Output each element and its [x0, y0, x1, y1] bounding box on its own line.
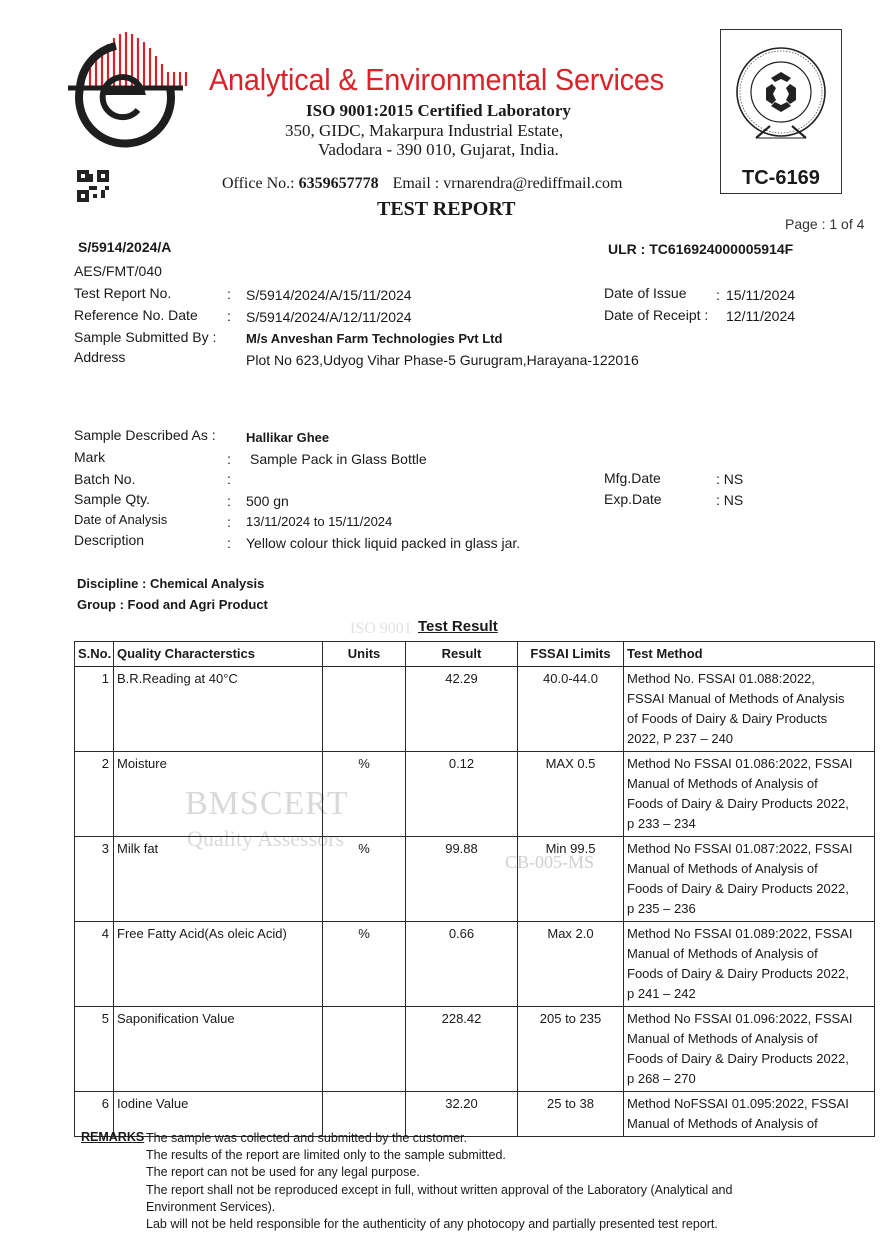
table-title: Test Result: [418, 618, 498, 635]
method-cell: [624, 922, 875, 1007]
mfg-date-label: Mfg.Date: [604, 470, 661, 486]
method-cell: [624, 752, 875, 837]
submitted-by: M/s Anveshan Farm Technologies Pvt Ltd: [246, 331, 503, 346]
office-number: 6359657778: [298, 175, 379, 192]
test-report-no: S/5914/2024/A/15/11/2024: [246, 287, 412, 303]
group: Group : Food and Agri Product: [77, 597, 268, 612]
result-cell: 228.42: [406, 1007, 518, 1092]
sno-cell: 1: [75, 667, 114, 752]
quality-cell: Free Fatty Acid(As oleic Acid): [114, 922, 323, 1007]
sample-described: Hallikar Ghee: [246, 430, 330, 445]
reference-no-label: Reference No. Date: [74, 307, 198, 323]
date-of-issue-label: Date of Issue: [604, 285, 687, 301]
remark-line: The report shall not be reproduced except in full, without written approval of the Laboratory (Analytical and: [146, 1182, 733, 1197]
table-row: [75, 922, 875, 1007]
watermark-iso: ISO 9001: [350, 620, 412, 637]
office-label: Office No.:: [222, 175, 295, 192]
qr-code-icon: [77, 170, 109, 202]
result-cell: 32.20: [406, 1092, 518, 1137]
colon: :: [227, 471, 231, 487]
colon: :: [227, 514, 231, 530]
units-cell: %: [323, 752, 406, 837]
colon: :: [716, 287, 720, 303]
qty-label: Sample Qty.: [74, 491, 150, 507]
sample-qty: 500 gn: [246, 493, 289, 509]
method-line: Foods of Dairy & Dairy Products 2022,: [627, 1051, 849, 1066]
quality-cell: Saponification Value: [114, 1007, 323, 1092]
units-cell: %: [323, 922, 406, 1007]
colon: :: [227, 535, 231, 551]
exp-date: : NS: [716, 492, 744, 508]
remark-line: Environment Services).: [146, 1199, 276, 1214]
lab-name: Analytical & Environmental Services: [209, 62, 664, 97]
date-of-receipt-label: Date of Receipt :: [604, 307, 709, 323]
method-line: Method No. FSSAI 01.088:2022,: [627, 671, 815, 686]
test-report-no-label: Test Report No.: [74, 285, 172, 301]
method-line: Method NoFSSAI 01.095:2022, FSSAI: [627, 1096, 849, 1111]
report-title: TEST REPORT: [377, 198, 516, 220]
remark-line: The results of the report are limited only to the sample submitted.: [146, 1148, 506, 1163]
units-cell: [323, 1007, 406, 1092]
address-label: Address: [74, 349, 126, 365]
table-row: [75, 752, 875, 837]
customer-address: Plot No 623,Udyog Vihar Phase-5 Gurugram,Harayana-122016: [246, 352, 639, 368]
sno-cell: 6: [75, 1092, 114, 1137]
aes-logo-icon: [58, 28, 193, 158]
limits-cell: Max 2.0: [518, 922, 624, 1007]
method-line: Foods of Dairy & Dairy Products 2022,: [627, 966, 849, 981]
method-cell: [624, 837, 875, 922]
office-contact: [222, 175, 622, 193]
remarks-list: [146, 1130, 732, 1233]
method-line: Manual of Methods of Analysis of: [627, 1031, 818, 1046]
method-cell: [624, 1007, 875, 1092]
remark-line: The sample was collected and submitted by the customer.: [146, 1131, 467, 1145]
exp-date-label: Exp.Date: [604, 491, 662, 507]
limits-cell: MAX 0.5: [518, 752, 624, 837]
method-line: p 268 – 270: [627, 1071, 696, 1086]
accreditation-code: TC-6169: [742, 167, 820, 189]
col-header-method: Test Method: [624, 642, 875, 667]
sno-cell: 2: [75, 752, 114, 837]
limits-cell: 205 to 235: [518, 1007, 624, 1092]
email: vrnarendra@rediffmail.com: [443, 175, 623, 192]
method-line: Method No FSSAI 01.089:2022, FSSAI: [627, 926, 853, 941]
analysis-date: 13/11/2024 to 15/11/2024: [246, 514, 393, 529]
remark-line: The report can not be used for any legal purpose.: [146, 1165, 420, 1180]
result-cell: 0.66: [406, 922, 518, 1007]
mfg-date: : NS: [716, 471, 744, 487]
mark: Sample Pack in Glass Bottle: [250, 451, 427, 467]
quality-cell: Iodine Value: [114, 1092, 323, 1137]
method-line: Foods of Dairy & Dairy Products 2022,: [627, 796, 849, 811]
format-code: AES/FMT/040: [74, 263, 162, 279]
nabl-seal-icon: [722, 30, 840, 158]
method-line: Manual of Methods of Analysis of: [627, 861, 818, 876]
email-label: Email :: [392, 175, 440, 192]
date-of-receipt: 12/11/2024: [726, 308, 796, 324]
remarks-label: REMARKS: [81, 1130, 145, 1144]
description: Yellow colour thick liquid packed in glass jar.: [246, 535, 521, 551]
watermark-name: BMSCERT: [185, 785, 349, 822]
result-cell: 99.88: [406, 837, 518, 922]
method-line: of Foods of Dairy & Dairy Products: [627, 711, 828, 726]
reference-no: S/5914/2024/A/12/11/2024: [246, 309, 412, 325]
sample-described-label: Sample Described As :: [74, 427, 216, 443]
quality-cell: Milk fat: [114, 837, 323, 922]
table-row: [75, 667, 875, 752]
method-line: Method No FSSAI 01.096:2022, FSSAI: [627, 1011, 853, 1026]
sno-cell: 5: [75, 1007, 114, 1092]
address-line-1: 350, GIDC, Makarpura Industrial Estate,: [285, 121, 564, 140]
colon: :: [227, 286, 231, 302]
colon: :: [227, 493, 231, 509]
col-header-sno: S.No.: [75, 642, 114, 667]
col-header-limits: FSSAI Limits: [518, 642, 624, 667]
result-cell: 0.12: [406, 752, 518, 837]
table-header-row: [75, 642, 875, 667]
page-number: Page : 1 of 4: [785, 216, 865, 232]
limits-cell: 25 to 38: [518, 1092, 624, 1137]
method-line: p 235 – 236: [627, 901, 696, 916]
col-header-quality: Quality Characterstics: [114, 642, 323, 667]
certification: ISO 9001:2015 Certified Laboratory: [306, 101, 571, 120]
date-of-issue: 15/11/2024: [726, 287, 796, 303]
batch-label: Batch No.: [74, 471, 136, 487]
table-row: [75, 1007, 875, 1092]
mark-label: Mark: [74, 449, 106, 465]
table-row: [75, 837, 875, 922]
report-id: S/5914/2024/A: [78, 239, 172, 255]
method-line: Method No FSSAI 01.087:2022, FSSAI: [627, 841, 853, 856]
limits-cell: Min 99.5: [518, 837, 624, 922]
ulr-number: ULR : TC616924000005914F: [608, 241, 794, 257]
description-label: Description: [74, 532, 145, 548]
submitted-by-label: Sample Submitted By :: [74, 329, 217, 345]
remark-line: Lab will not be held responsible for the authenticity of any photocopy and partially presented test report.: [146, 1217, 718, 1232]
units-cell: %: [323, 837, 406, 922]
analysis-date-label: Date of Analysis: [74, 512, 168, 527]
result-cell: 42.29: [406, 667, 518, 752]
method-cell: [624, 667, 875, 752]
quality-cell: Moisture: [114, 752, 323, 837]
units-cell: [323, 667, 406, 752]
method-line: 2022, P 237 – 240: [627, 731, 734, 746]
method-line: Manual of Methods of Analysis of: [627, 946, 818, 961]
method-line: Method No FSSAI 01.086:2022, FSSAI: [627, 756, 853, 771]
watermark-code: CB-005-MS: [505, 852, 595, 872]
test-result-table: [74, 641, 875, 1137]
method-line: Manual of Methods of Analysis of: [627, 776, 818, 791]
method-line: p 241 – 242: [627, 986, 696, 1001]
method-line: Foods of Dairy & Dairy Products 2022,: [627, 881, 849, 896]
sno-cell: 3: [75, 837, 114, 922]
quality-cell: B.R.Reading at 40°C: [114, 667, 323, 752]
method-line: FSSAI Manual of Methods of Analysis: [627, 691, 845, 706]
discipline: Discipline : Chemical Analysis: [77, 576, 265, 591]
limits-cell: 40.0-44.0: [518, 667, 624, 752]
method-line: p 233 – 234: [627, 816, 696, 831]
sno-cell: 4: [75, 922, 114, 1007]
method-line: Manual of Methods of Analysis of: [627, 1116, 818, 1131]
watermark-tagline: Quality Assessors: [187, 826, 345, 851]
colon: :: [227, 308, 231, 324]
col-header-result: Result: [406, 642, 518, 667]
colon: :: [227, 451, 231, 467]
address-line-2: Vadodara - 390 010, Gujarat, India.: [318, 140, 559, 159]
col-header-units: Units: [323, 642, 406, 667]
